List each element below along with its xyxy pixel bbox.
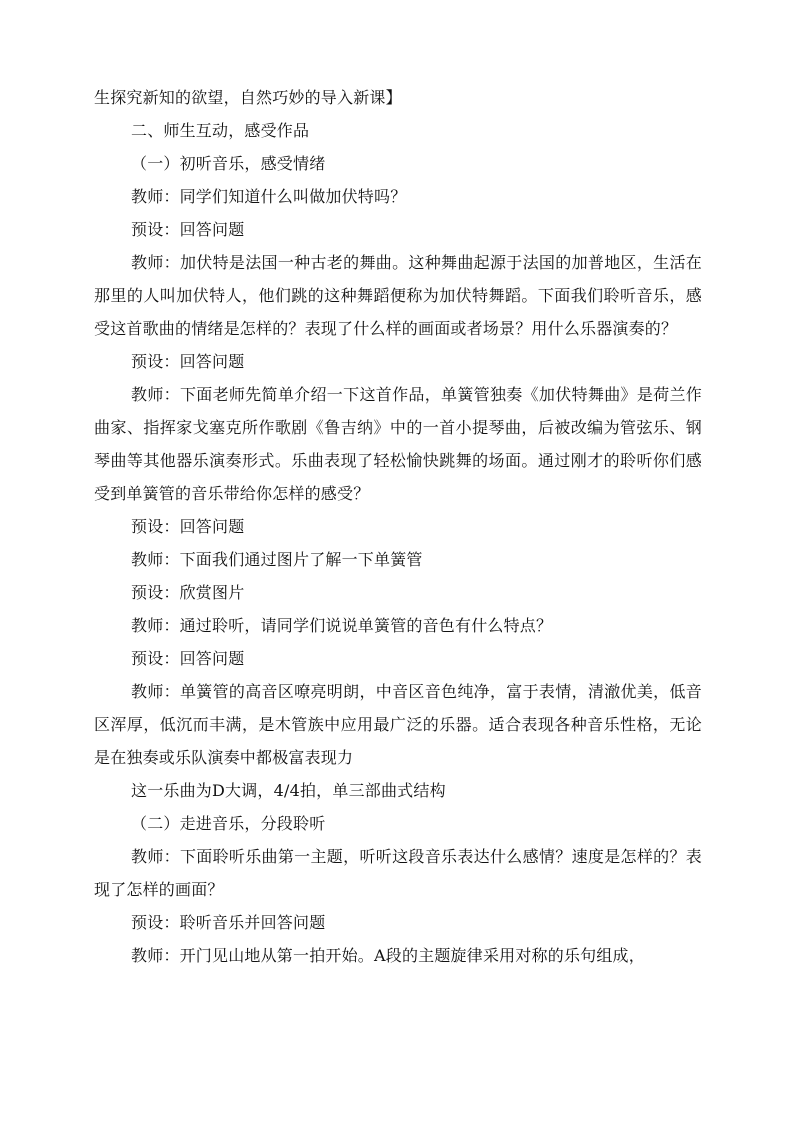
paragraph: 教师：同学们知道什么叫做加伏特吗？ <box>131 187 407 206</box>
paragraph: 预设：聆听音乐并回答问题 <box>131 913 326 932</box>
paragraph: 教师：下面老师先简单介绍一下这首作品，单簧管独奏《加伏特舞曲》是荷兰作曲家、指挥家戈塞克所作歌剧《鲁吉纳》中的一首小提琴曲，后被改编为管弦乐、钢琴曲等其他器乐演奏形式。乐曲表现了轻松愉快跳舞的场面。通过刚才的聆听你们感受到单簧管的音乐带给你怎样的感受？ <box>94 385 702 503</box>
paragraph: （二）走进音乐，分段聆听 <box>131 814 326 833</box>
paragraph: 教师：下面聆听乐曲第一主题，听听这段音乐表达什么感情？速度是怎样的？表现了怎样的画面？ <box>94 847 702 899</box>
document-body <box>94 81 702 972</box>
paragraph: 教师：开门见山地从第一拍开始。A段的主题旋律采用对称的乐句组成， <box>131 946 645 965</box>
paragraph: 教师：通过聆听，请同学们说说单簧管的音色有什么特点？ <box>131 616 553 635</box>
paragraph: 生探究新知的欲望，自然巧妙的导入新课】 <box>94 88 402 107</box>
paragraph: 预设：回答问题 <box>131 352 245 371</box>
paragraph: 二、师生互动，感受作品 <box>131 121 310 140</box>
paragraph: 预设：回答问题 <box>131 517 245 536</box>
paragraph: （一）初听音乐，感受情绪 <box>131 154 326 173</box>
paragraph: 预设：回答问题 <box>131 220 245 239</box>
paragraph: 预设：欣赏图片 <box>131 583 245 602</box>
paragraph: 教师：单簧管的高音区嘹亮明朗，中音区音色纯净，富于表情，清澈优美，低音区浑厚，低沉而丰满，是木管族中应用最广泛的乐器。适合表现各种音乐性格，无论是在独奏或乐队演奏中都极富表现力 <box>94 682 702 767</box>
paragraph: 教师：下面我们通过图片了解一下单簧管 <box>131 550 423 569</box>
paragraph: 预设：回答问题 <box>131 649 245 668</box>
paragraph: 教师：加伏特是法国一种古老的舞曲。这种舞曲起源于法国的加普地区，生活在那里的人叫加伏特人，他们跳的这种舞蹈便称为加伏特舞蹈。下面我们聆听音乐，感受这首歌曲的情绪是怎样的？表现了什么样的画面或者场景？用什么乐器演奏的？ <box>94 253 702 338</box>
paragraph: 这一乐曲为D大调，4/4拍，单三部曲式结构 <box>131 781 446 800</box>
